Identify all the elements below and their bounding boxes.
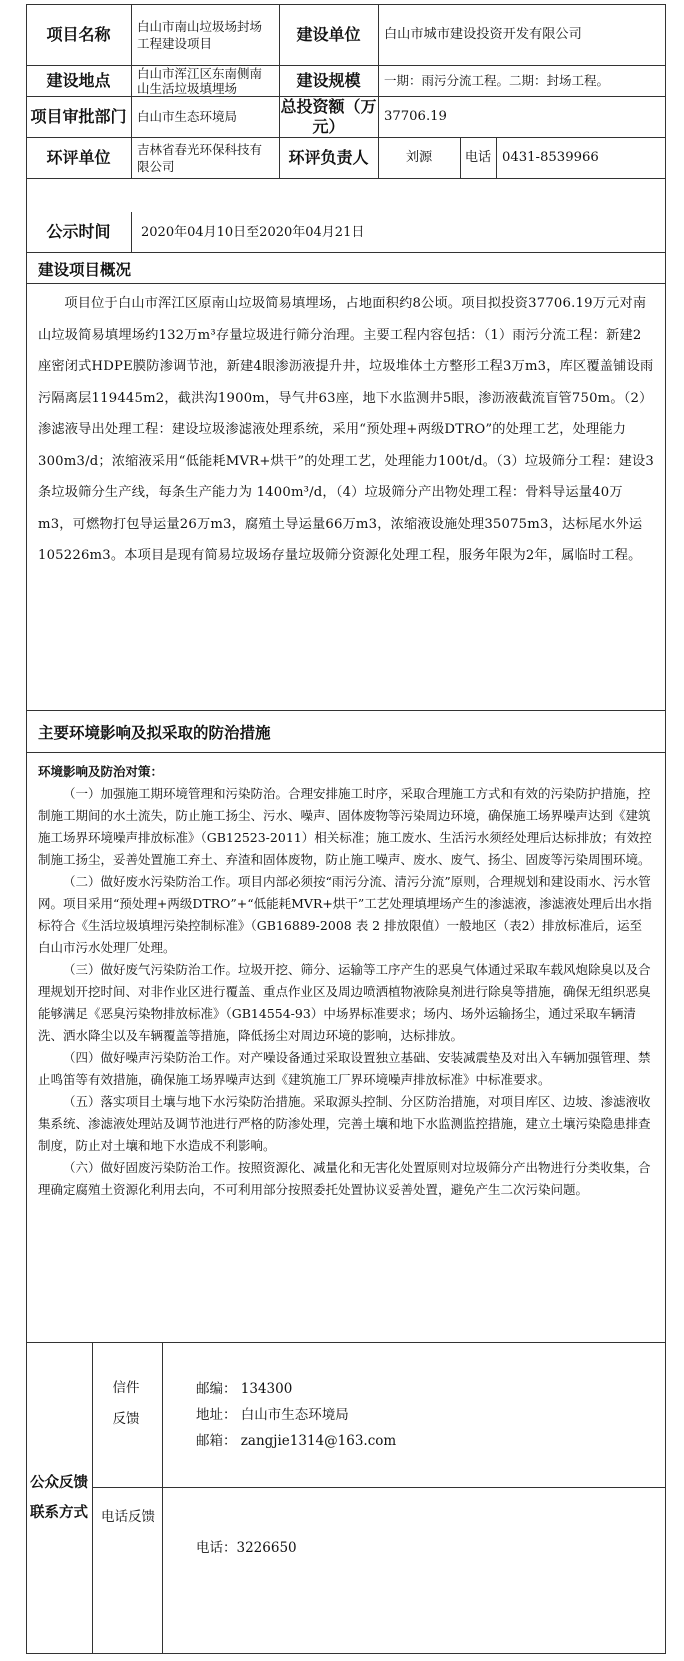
scale-value: 一期：雨污分流工程。二期：封场工程。 [384, 73, 610, 88]
impacts-subtitle: 环境影响及防治对策： [38, 764, 164, 779]
project-name-value: 白山市南山垃圾场封场工程建设项目 [137, 18, 263, 51]
overview-title: 建设项目概况 [38, 261, 132, 279]
investment-value: 37706.19 [384, 109, 447, 124]
eia-unit-value: 吉林省春光环保科技有限公司 [137, 141, 263, 174]
email-text[interactable]: 邮箱： zangjie1314@163.com [196, 1433, 397, 1449]
impacts-title: 主要环境影响及拟采取的防治措施 [38, 724, 271, 742]
measure-paragraph: （一）加强施工期环境管理和污染防治。合理安排施工时序，采取合理施工方式和有效的污染防护措施，控制施工期间的水土流失，防止施工扬尘、污水、噪声、固体废物等污染周边环境，确保施工场界噪声达到《建筑施工场界环境噪声排放标准》（GB12523-2011）相关标准；施工废水、生活污水须经处理后达标排放；有效控制施工扬尘，妥善处置施工弃土、弃渣和固体废物，防止施工噪声、废水、废气、扬尘、固废等污染周围环境。 [38, 786, 652, 867]
measure-paragraph: （四）做好噪声污染防治工作。对产噪设备通过采取设置独立基础、安装减震垫及对出入车辆加强管理、禁止鸣笛等有效措施，确保施工场界噪声达到《建筑施工厂界环境噪声排放标准》中标准要求。 [38, 1050, 651, 1087]
impacts-body [38, 761, 654, 1201]
approval-dept-value: 白山市生态环境局 [137, 109, 238, 124]
builder-label: 建设单位 [296, 24, 361, 44]
postcode-text: 邮编： 134300 [196, 1381, 293, 1397]
eia-person-label: 环评负责人 [288, 147, 369, 167]
location-label: 建设地点 [46, 70, 111, 90]
phone-label: 电话 [464, 150, 492, 165]
approval-dept-label: 项目审批部门 [30, 106, 127, 126]
measure-paragraph: （五）落实项目土壤与地下水污染防治措施。采取源头控制、分区防治措施，对项目库区、边坡、渗滤液收集系统、渗滤液处理站及调节池进行严格的防渗处理，完善土壤和地下水监测监控措施，建立土壤污染隐患排查制度，防止对土壤和地下水造成不利影响。 [38, 1094, 651, 1153]
measure-paragraph: （六）做好固废污染防治工作。按照资源化、减量化和无害化处置原则对垃圾筛分产出物进行分类收集，合理确定腐殖土资源化利用去向，不可利用部分按照委托处置协议妥善处置，避免产生二次污染问题。 [38, 1160, 651, 1197]
project-name-label: 项目名称 [46, 24, 111, 44]
eia-unit-label: 环评单位 [46, 147, 111, 167]
eia-person-value: 刘源 [405, 150, 433, 165]
publicity-label: 公示时间 [46, 222, 111, 241]
address-text: 地址： 白山市生态环境局 [196, 1407, 349, 1423]
phone-value: 0431-8539966 [502, 150, 599, 165]
feedback-label: 公众反馈联系方式 [30, 1475, 88, 1521]
feedback-phone-text: 电话：3226650 [196, 1540, 297, 1556]
builder-value: 白山市城市建设投资开发有限公司 [384, 27, 582, 42]
letter-channel-label: 信件反馈 [112, 1380, 140, 1427]
location-value: 白山市浑江区东南侧南山生活垃圾填埋场 [137, 65, 263, 96]
measure-paragraph: （二）做好废水污染防治工作。项目内部必须按“雨污分流、清污分流”原则，合理规划和建设雨水、污水管网。项目采用“预处理+两级DTRO”+“低能耗MVR+烘干”工艺处理填埋场产生的渗滤液，渗滤液处理后出水指标符合《生活垃圾填埋污染控制标准》（GB16889-2008 表 2 排放限值）一般地区（表2）排放标准后，运至白山市污水处理厂处理。 [38, 874, 652, 955]
publicity-value: 2020年04月10日至2020年04月21日 [141, 224, 365, 240]
investment-label: 总投资额（万元） [280, 96, 377, 136]
overview-text: 项目位于白山市浑江区原南山垃圾简易填埋场，占地面积约8公顷。项目拟投资37706.19万元对南山垃圾简易填埋场约132万m³存量垃圾进行筛分治理。主要工程内容包括：（1）雨污分流工程：新建2座密闭式HDPE膜防渗调节池，新建4眼渗沥液提升井，垃圾堆体土方整形工程3万m3，库区覆盖铺设雨污隔离层119445m2，截洪沟1900m，导气井63座，地下水监测井5眼，渗沥液截流盲管750m。（2）渗滤液导出处理工程：建设垃圾渗滤液处理系统，采用“预处理+两级DTRO”的处理工艺，处理能力300m3/d；浓缩液采用“低能耗MVR+烘干”的处理工艺，处理能力100t/d。（3）垃圾筛分工程：建设3条垃圾筛分生产线，每条生产能力为 1400m³/d，（4）垃圾筛分产出物处理工程：骨料导运量40万m3，可燃物打包导运量26万m3，腐殖土导运量66万m3，浓缩液设施处理35075m3，达标尾水外运105226m3。本项目是现有简易垃圾场存量垃圾筛分资源化处理工程，服务年限为2年，属临时工程。 [38, 296, 654, 563]
measure-paragraph: （三）做好废气污染防治工作。垃圾开挖、筛分、运输等工序产生的恶臭气体通过采取车载风炮除臭以及合理规划开挖时间、对非作业区进行覆盖、重点作业区及周边喷洒植物液除臭剂进行除臭等措施，确保无组织恶臭能够满足《恶臭污染物排放标准》（GB14554-93）中场界标准要求；场内、场外运输扬尘，通过采取车辆清洗、洒水降尘以及车辆覆盖等措施，降低扬尘对周边环境的影响，达标排放。 [38, 962, 651, 1043]
phone-channel-label: 电话反馈 [101, 1509, 155, 1525]
scale-label: 建设规模 [296, 70, 361, 90]
